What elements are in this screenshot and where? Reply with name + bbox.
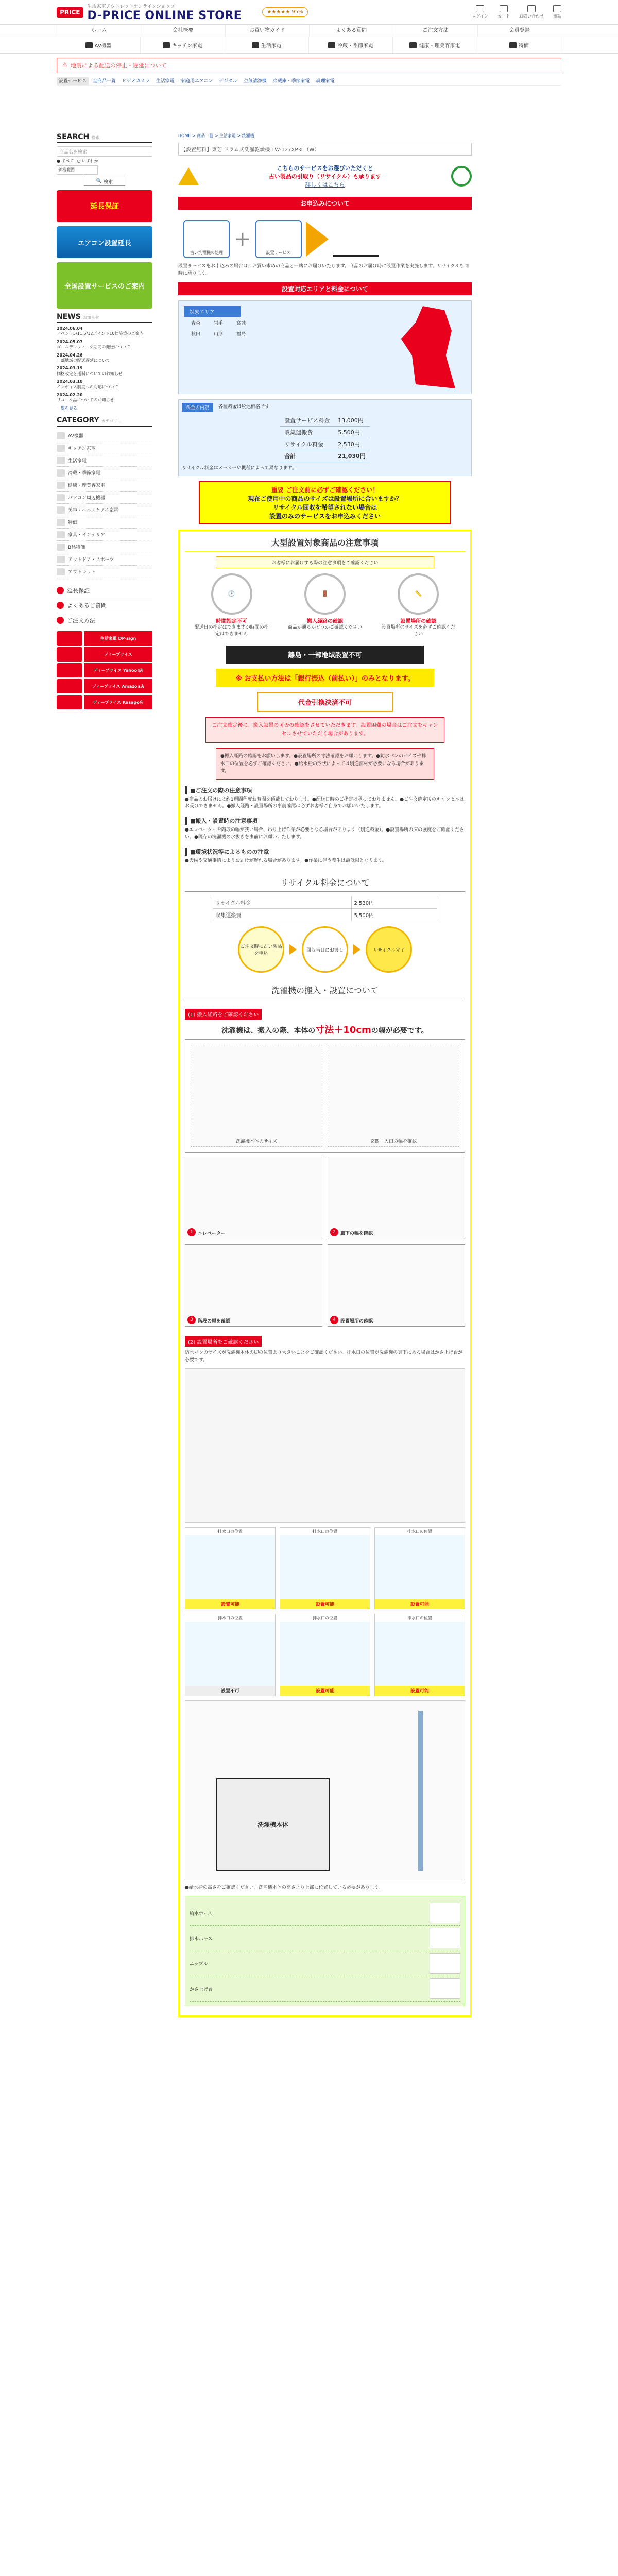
payment-banner: ※ お支払い方法は「銀行振込（前払い）」のみとなります。 xyxy=(216,669,434,687)
price-footnote: リサイクル料金はメーカーや機種によって異なります。 xyxy=(182,466,297,471)
nav-home[interactable]: ホーム xyxy=(57,25,141,37)
category-item[interactable]: 家具・インテリア xyxy=(57,529,152,541)
notice-bar[interactable]: ⚠ 地震による配送の停止・遅延について xyxy=(57,58,561,73)
logo-badge: PRICE xyxy=(57,7,83,18)
logo-subtitle: 生活家電アウトレットオンラインショップ xyxy=(87,4,175,9)
section-text: 防水パンのサイズが洗濯機本体の脚の位置より大きいことをご確認ください。排水口の位置が洗濯機の真下にある場合はかさ上げ台が必要です。 xyxy=(185,1350,463,1363)
store-logo[interactable] xyxy=(57,663,82,677)
question-icon xyxy=(57,602,64,609)
nav-faq[interactable]: よくある質問 xyxy=(309,25,393,37)
category-item[interactable]: 特価 xyxy=(57,516,152,529)
cat-fridge[interactable]: 冷蔵・季節家電 xyxy=(309,37,393,53)
route-check: 3 階段の幅を確認 xyxy=(185,1244,322,1327)
subnav-item[interactable]: 冷蔵庫・季節家電 xyxy=(272,79,310,84)
flow-step: 回収当日にお渡し xyxy=(302,926,348,973)
kitchen-icon xyxy=(163,42,170,48)
warranty-banner[interactable]: 延長保証 xyxy=(57,190,152,222)
search-heading: SEARCH 検索 xyxy=(57,133,152,143)
clock-icon: 🕑 xyxy=(211,573,252,615)
phone-button[interactable]: 電話 xyxy=(553,5,561,19)
price-heading: 料金の内訳 xyxy=(182,403,213,412)
section-text: ●天候や交通事情によりお届けが遅れる場合があります。●作業に伴う養生は最低限となります。 xyxy=(185,858,387,864)
price-note: 各種料金は税込価格です xyxy=(218,404,270,410)
section-text: ●商品のお届けには約1週間程度お時間を頂戴しております。●配送日時のご指定は承っておりません。●ご注文確定後のキャンセルはお受けできません。●搬入経路・設置場所の事前確認は必ずお客様ご自身でお願いいたします。 xyxy=(185,796,465,809)
breadcrumb[interactable]: HOME > 商品一覧 > 生活家電 > 洗濯機 xyxy=(178,133,254,138)
confirm-detail: ●搬入経路の確認をお願いします。●設置場所の寸法確認をお願いします。●防水パンのサイズや排水口の位置を必ずご確認ください。●給水栓の形状によっては別途部材が必要になる場合があります。 xyxy=(216,748,434,779)
cod-banner: 代金引換決済不可 xyxy=(257,692,393,712)
faucet-height-illustration xyxy=(185,1700,465,1880)
search-input[interactable]: 商品名を検索 xyxy=(57,146,152,157)
cat-special[interactable]: 特価 xyxy=(477,37,561,53)
category-icon xyxy=(57,432,65,439)
cat-av[interactable]: AV機器 xyxy=(57,37,141,53)
logo-text: D-PRICE ONLINE STORE xyxy=(87,9,242,22)
subnav-item[interactable]: 生活家電 xyxy=(156,79,175,84)
price-table: 設置サービス料金 13,000円 収集運搬費 5,500円 リサイクル料金 2,530円 合計 21,030円 xyxy=(280,415,369,462)
subnav-item[interactable]: 空気清浄機 xyxy=(243,79,267,84)
subnav-item[interactable]: 家庭用エアコン xyxy=(180,79,213,84)
store-label[interactable]: ディープライス Kasago店 xyxy=(84,695,152,709)
cat-living[interactable]: 生活家電 xyxy=(225,37,309,53)
nipple-icon xyxy=(430,1953,460,1974)
part-item: 給水ホース xyxy=(190,1901,460,1926)
store-links xyxy=(57,631,152,709)
category-icon xyxy=(57,544,65,551)
warranty-link[interactable]: 延長保証 xyxy=(57,583,152,598)
category-icon xyxy=(57,531,65,538)
section-heading: ■ご注文の際の注意事項 xyxy=(185,786,465,794)
nav-company[interactable]: 会社概要 xyxy=(141,25,225,37)
page-title: 【設置無料】東芝 ドラム式洗濯乾燥機 TW-127XP3L（W） xyxy=(178,143,472,156)
user-icon xyxy=(476,5,484,12)
door-width-illustration: 玄関・入口の幅を確認 xyxy=(328,1045,459,1147)
warning-icon xyxy=(178,167,199,185)
install-service-banner[interactable]: 全国設置サービスのご案内 xyxy=(57,262,152,309)
fridge-icon xyxy=(328,42,335,48)
drain-hose-icon xyxy=(430,1928,460,1948)
notice-title: 大型設置対象商品の注意事項 xyxy=(185,536,465,552)
category-item[interactable]: アウトドア・スポーツ xyxy=(57,553,152,566)
cat-kitchen[interactable]: キッチン家電 xyxy=(141,37,225,53)
category-item[interactable]: B品特価 xyxy=(57,541,152,553)
category-item[interactable]: 健康・理美容家電 xyxy=(57,479,152,492)
category-icon xyxy=(57,482,65,489)
arrow-right-icon xyxy=(289,944,297,955)
size-illustration xyxy=(185,1039,465,1153)
category-icon xyxy=(57,445,65,452)
parts-box xyxy=(185,1896,465,2006)
section-bar: お申込みについて xyxy=(178,197,472,210)
store-label[interactable]: ディープライス Yahoo!店 xyxy=(84,663,152,677)
search-mode xyxy=(57,158,152,164)
route-checks xyxy=(185,1157,465,1327)
news-item[interactable]: 2024.03.10 インボイス制度への対応について xyxy=(57,379,118,389)
flow-step: ご注文時に古い製品を申込 xyxy=(238,926,284,973)
recycle-icon xyxy=(451,166,472,187)
category-item[interactable]: 美容・ヘルスケアイ家電 xyxy=(57,504,152,516)
store-logo[interactable] xyxy=(57,631,82,646)
aircon-banner[interactable]: エアコン設置延長 xyxy=(57,226,152,258)
category-icon xyxy=(57,519,65,526)
phone-icon xyxy=(553,5,561,12)
confirm-box: ご注文確定後に、搬入設置の可否の確認をさせていただきます。設置困難の場合はご注文をキャンセルさせていただく場合があります。 xyxy=(205,717,444,743)
important-box: 重要 ご注文前に必ずご確認ください！ 現在ご使用中の商品のサイズは設置場所に合いますか？ リサイクル回収を希望されない場合は 設置のみのサービスをお申込みください xyxy=(199,481,451,524)
category-item[interactable]: 冷蔵・季節家電 xyxy=(57,467,152,479)
document-icon xyxy=(57,617,64,624)
search-button[interactable]: 🔍 検索 xyxy=(84,177,125,186)
notice-section xyxy=(178,530,472,2018)
main-content xyxy=(178,133,472,2017)
cart-icon xyxy=(333,221,379,257)
news-more-link[interactable]: 一覧を見る xyxy=(57,405,77,411)
cart-icon xyxy=(500,5,508,12)
washer-size-illustration: 洗濯機本体のサイズ xyxy=(191,1045,322,1147)
health-icon xyxy=(409,42,417,48)
subnav-item[interactable]: ビデオカメラ xyxy=(122,79,150,84)
cat-health[interactable]: 健康・理美容家電 xyxy=(393,37,477,53)
part-item: 排水ホース xyxy=(190,1926,460,1951)
mail-icon xyxy=(527,5,536,12)
search-icon: 🔍 xyxy=(96,179,102,184)
news-item[interactable]: 2024.03.19 価格改定と送料についてのお知らせ xyxy=(57,366,123,376)
measure-text: 洗濯機は、搬入の際、本体の寸法＋10cmの幅が必要です。 xyxy=(221,1025,428,1036)
warning-icon: ⚠ xyxy=(62,61,67,68)
tv-icon xyxy=(85,42,93,48)
route-check: 1 エレベーター xyxy=(185,1157,322,1239)
drain-case: 排水口の位置 設置可能 xyxy=(374,1527,465,1609)
contact-button[interactable]: お問い合わせ xyxy=(519,5,544,19)
door-icon: 🚪 xyxy=(304,573,346,615)
area-table: 青森 岩手 宮城 秋田 山形 福島 xyxy=(191,321,246,337)
sub-nav xyxy=(57,77,561,86)
nav-guide[interactable]: お買い物ガイド xyxy=(225,25,309,37)
subnav-item[interactable]: 全商品一覧 xyxy=(93,79,116,84)
drain-position-row xyxy=(185,1527,465,1609)
icon-card: 📏 設置場所の確認 設置場所のサイズを必ずご確認ください xyxy=(380,573,457,641)
notice-icons xyxy=(185,573,465,641)
news-item[interactable]: 2024.06.04 イベント5/11,5/12ポイント10倍施策のご案内 xyxy=(57,326,144,336)
category-bar xyxy=(0,37,618,54)
recycle-notice: こちらのサービスをお選びいただくと 古い製品の引取り（リサイクル）も承ります 詳しくはこちら xyxy=(178,161,472,192)
category-icon xyxy=(57,556,65,563)
category-heading: CATEGORY カテゴリー xyxy=(57,416,152,427)
plus-icon: + xyxy=(234,227,251,251)
store-label[interactable]: 生活家電 DP-sign xyxy=(84,631,152,646)
route-check: 2 廊下の幅を確認 xyxy=(328,1157,465,1239)
area-box xyxy=(178,300,472,394)
tools-icon: 設置サービス xyxy=(255,220,302,258)
sidebar xyxy=(57,133,152,709)
waterproof-pan-illustration xyxy=(185,1368,465,1523)
flow-step: リサイクル完了 xyxy=(366,926,412,973)
store-logo[interactable] xyxy=(57,679,82,693)
service-note: 設置サービスをお申込みの場合は、お買い求めの商品と一緒にお届けいたします。商品のお届け時に設置作業を実施します。リサイクルも同時に承ります。 xyxy=(178,264,469,276)
main-nav xyxy=(0,25,618,37)
recycle-flow xyxy=(185,926,465,973)
install-title: 洗濯機の搬入・設置について xyxy=(185,981,465,999)
part-item: かさ上げ台 xyxy=(190,1976,460,2002)
drain-case: 排水口の位置 設置可能 xyxy=(280,1614,370,1696)
section-bar: 設置対応エリアと料金について xyxy=(178,282,472,295)
route-check: 4 設置場所の確認 xyxy=(328,1244,465,1327)
radio-all[interactable]: ● すべて xyxy=(57,159,74,163)
store-label[interactable]: ディープライス Amazon店 xyxy=(84,679,152,693)
section-heading: ■環境状況等によるものの注意 xyxy=(185,848,465,856)
news-item[interactable]: 2024.04.26 一部地域の配送遅延について xyxy=(57,352,110,363)
subnav-item[interactable]: 調理家電 xyxy=(316,79,335,84)
nav-register[interactable]: 会員登録 xyxy=(477,25,561,37)
site-logo[interactable] xyxy=(57,3,242,22)
drain-case: 排水口の位置 設置可能 xyxy=(374,1614,465,1696)
category-item[interactable]: 生活家電 xyxy=(57,454,152,467)
login-button[interactable]: ログイン xyxy=(472,5,488,19)
category-icon xyxy=(57,457,65,464)
category-item[interactable]: パソコン周辺機器 xyxy=(57,492,152,504)
category-icon xyxy=(57,568,65,575)
part-item: ニップル xyxy=(190,1951,460,1976)
category-icon xyxy=(57,469,65,477)
category-list xyxy=(57,430,152,578)
cart-button[interactable]: カート xyxy=(497,5,510,19)
tag-icon xyxy=(509,42,517,48)
store-label[interactable]: ディープライス xyxy=(84,647,152,662)
drain-case: 排水口の位置 設置可能 xyxy=(280,1527,370,1609)
island-banner: 離島・一部地域設置不可 xyxy=(226,646,424,664)
area-heading: 対象エリア xyxy=(184,306,241,317)
news-item[interactable]: 2024.02.20 リコール品についてのお知らせ xyxy=(57,392,114,403)
washer-icon xyxy=(252,42,259,48)
tohoku-map xyxy=(394,306,466,388)
notice-sub: お客様にお届けする際の注意事項をご確認ください xyxy=(216,556,434,568)
category-item[interactable]: アウトレット xyxy=(57,566,152,578)
category-icon xyxy=(57,506,65,514)
news-heading: NEWS お知らせ xyxy=(57,313,152,323)
faq-link[interactable]: よくあるご質問 xyxy=(57,598,152,613)
shield-icon xyxy=(57,587,64,594)
store-logo[interactable] xyxy=(57,695,82,709)
ruler-icon: 📏 xyxy=(398,573,439,615)
water-pipe xyxy=(418,1711,423,1871)
icon-card: 🚪 搬入経路の確認 商品が通るかどうかご確認ください xyxy=(286,573,364,641)
arrow-right-icon xyxy=(306,222,329,257)
section-text: ●給水栓の高さをご確認ください。洗濯機本体の高さより上部に位置している必要があります。 xyxy=(185,1885,384,1891)
drain-case: 排水口の位置 設置不可 xyxy=(185,1614,276,1696)
drain-case: 排水口の位置 設置可能 xyxy=(185,1527,276,1609)
category-item[interactable]: AV機器 xyxy=(57,430,152,442)
icon-card: 🕑 時間指定不可 配送日の指定はできますが時間の指定はできません xyxy=(193,573,270,641)
recycle-table: リサイクル料金 2,530円 収集運搬費 5,500円 xyxy=(213,896,437,921)
price-box xyxy=(178,399,472,476)
details-link[interactable]: 詳しくはこちら xyxy=(305,181,345,188)
category-icon xyxy=(57,494,65,501)
arrow-right-icon xyxy=(353,944,360,955)
drain-position-row xyxy=(185,1614,465,1696)
section-text: ●エレベーターや階段の幅が狭い場合、吊り上げ作業が必要となる場合があります（別途料金）。●設置場所の床の強度をご確認ください。●既存の洗濯機の水抜きを事前にお願いいたします。 xyxy=(185,827,465,840)
store-logo[interactable] xyxy=(57,647,82,662)
hose-icon xyxy=(430,1903,460,1923)
step-label: (1) 搬入経路をご確認ください xyxy=(185,1009,262,1020)
section-heading: ■搬入・設置時の注意事項 xyxy=(185,817,465,825)
nav-order[interactable]: ご注文方法 xyxy=(393,25,477,37)
subnav-item[interactable]: 設置サービス xyxy=(57,77,89,85)
price-select[interactable]: 価格範囲 xyxy=(57,165,98,175)
washer-body: 洗濯機本体 xyxy=(216,1778,330,1871)
order-link[interactable]: ご注文方法 xyxy=(57,613,152,628)
step-label: (2) 設置場所をご確認ください xyxy=(185,1336,262,1347)
subnav-item[interactable]: デジタル xyxy=(219,79,237,84)
site-header xyxy=(0,0,618,25)
riser-icon xyxy=(430,1978,460,1999)
radio-any[interactable]: ○ いずれか xyxy=(77,159,98,163)
category-item[interactable]: キッチン家電 xyxy=(57,442,152,454)
recycle-title: リサイクル料金について xyxy=(185,873,465,892)
service-flow xyxy=(178,215,472,263)
news-item[interactable]: 2024.05.07 ゴールデンウィーク期間の発送について xyxy=(57,339,131,350)
rating-badge: ★★★★★ 95% xyxy=(262,7,307,17)
old-washer-icon: 古い洗濯機の処理 xyxy=(183,220,230,258)
